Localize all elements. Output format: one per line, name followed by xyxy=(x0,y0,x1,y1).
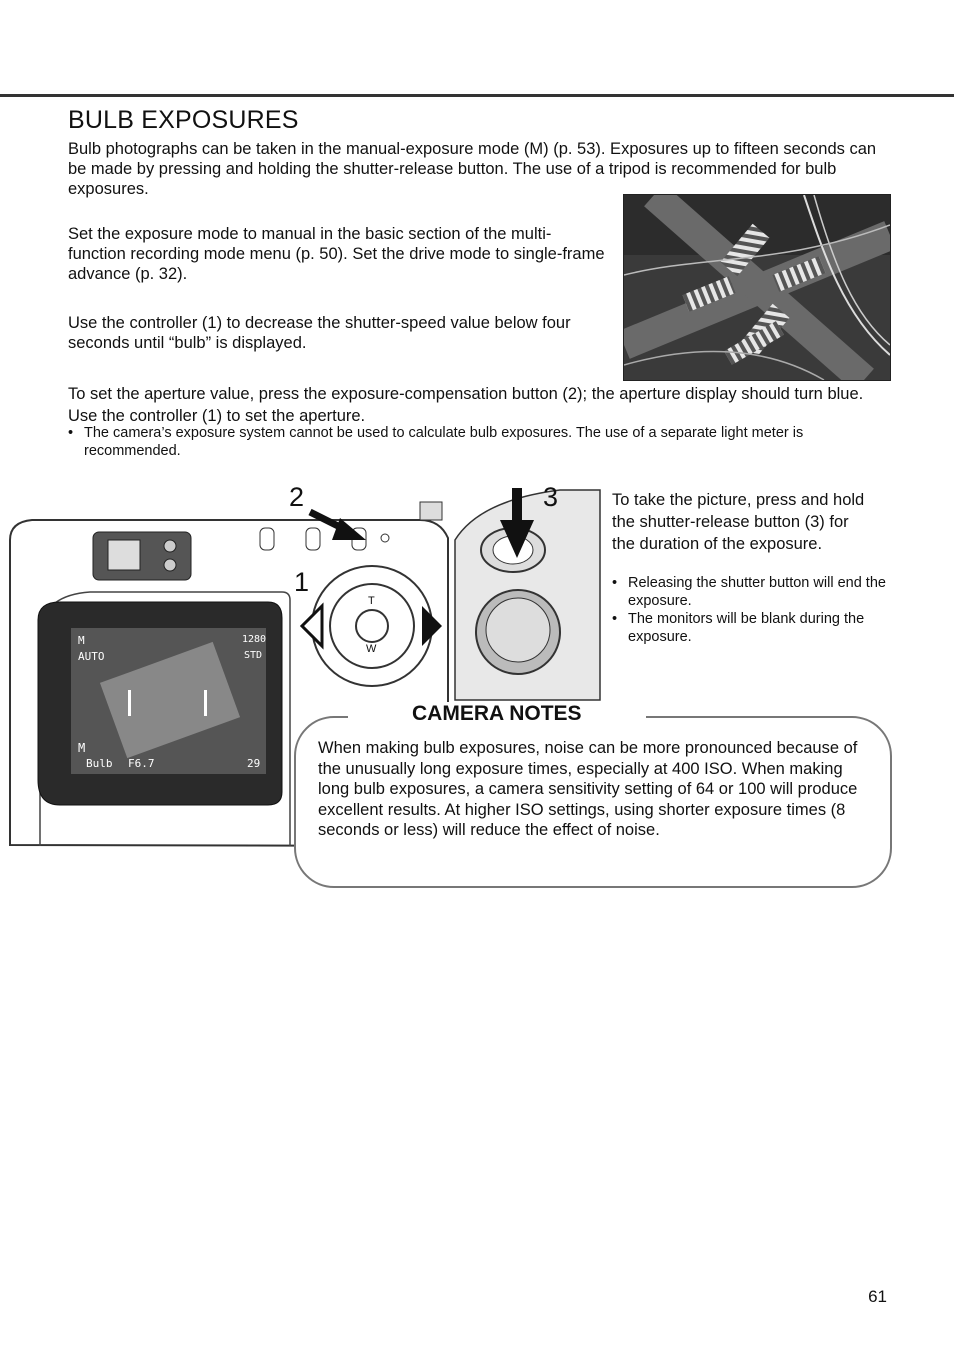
callout-3: 3 xyxy=(543,482,559,512)
bullet-item xyxy=(612,574,887,610)
camera-notes-title: CAMERA NOTES xyxy=(348,702,646,726)
callout-1: 1 xyxy=(294,567,310,597)
lcd-quality: STD xyxy=(244,650,263,661)
lcd-aperture: F6.7 xyxy=(128,757,155,770)
bullet-text: The monitors will be blank during the exposure. xyxy=(628,611,865,645)
controller-tele-label: T xyxy=(368,595,375,607)
page-number: 61 xyxy=(868,1287,887,1306)
lcd-mode: M xyxy=(78,741,86,755)
step-aperture-bullet xyxy=(68,424,894,460)
step-exposure-mode: Set the exposure mode to manual in the basic section of the multi-function recording mode menu (p. 50). Set the drive mode to single-frame advance (p. 32). xyxy=(68,225,605,283)
lcd-flash: AUTO xyxy=(78,650,105,663)
lcd-frames: 29 xyxy=(247,757,261,770)
bullet-text: Releasing the shutter button will end the exposure. xyxy=(628,575,886,609)
header-rule xyxy=(0,94,954,97)
bullet-item xyxy=(612,610,887,646)
lcd-shutter: Bulb xyxy=(86,757,113,770)
step-aperture: To set the aperture value, press the exposure-compensation button (2); the aperture display should turn blue. Use the controller (1) to set the aperture. xyxy=(68,385,864,425)
lcd-resolution: 1280 xyxy=(242,634,267,645)
lcd-mode-top: M xyxy=(78,634,85,647)
step-shutter-speed: Use the controller (1) to decrease the shutter-speed value below four seconds until “bulb” is displayed. xyxy=(68,314,571,352)
section-title: BULB EXPOSURES xyxy=(68,106,299,134)
camera-notes-text: When making bulb exposures, noise can be more pronounced because of the unusually long exposure times, especially at 400 ISO. When making long bulb exposures, a camera sensitivity setting of 64 or 100 will produce excellent results. At higher ISO settings, using shorter exposure times (8 seconds or less) will reduce the effect of noise. xyxy=(318,739,858,839)
crosswalk-photo xyxy=(623,194,891,381)
intro-paragraph: Bulb photographs can be taken in the manual-exposure mode (M) (p. 53). Exposures up to fifteen seconds can be made by pressing and holding the shutter-release button. The use of a tripod is recommended for bulb exposures. xyxy=(68,140,877,198)
step-take-picture: To take the picture, press and hold the shutter-release button (3) for the duration of the exposure. xyxy=(612,491,865,553)
bullet-text: The camera’s exposure system cannot be used to calculate bulb exposures. The use of a separate light meter is recommended. xyxy=(84,425,804,459)
callout-2: 2 xyxy=(289,482,305,512)
take-picture-bullets xyxy=(612,574,887,646)
controller-wide-label: W xyxy=(366,643,377,655)
